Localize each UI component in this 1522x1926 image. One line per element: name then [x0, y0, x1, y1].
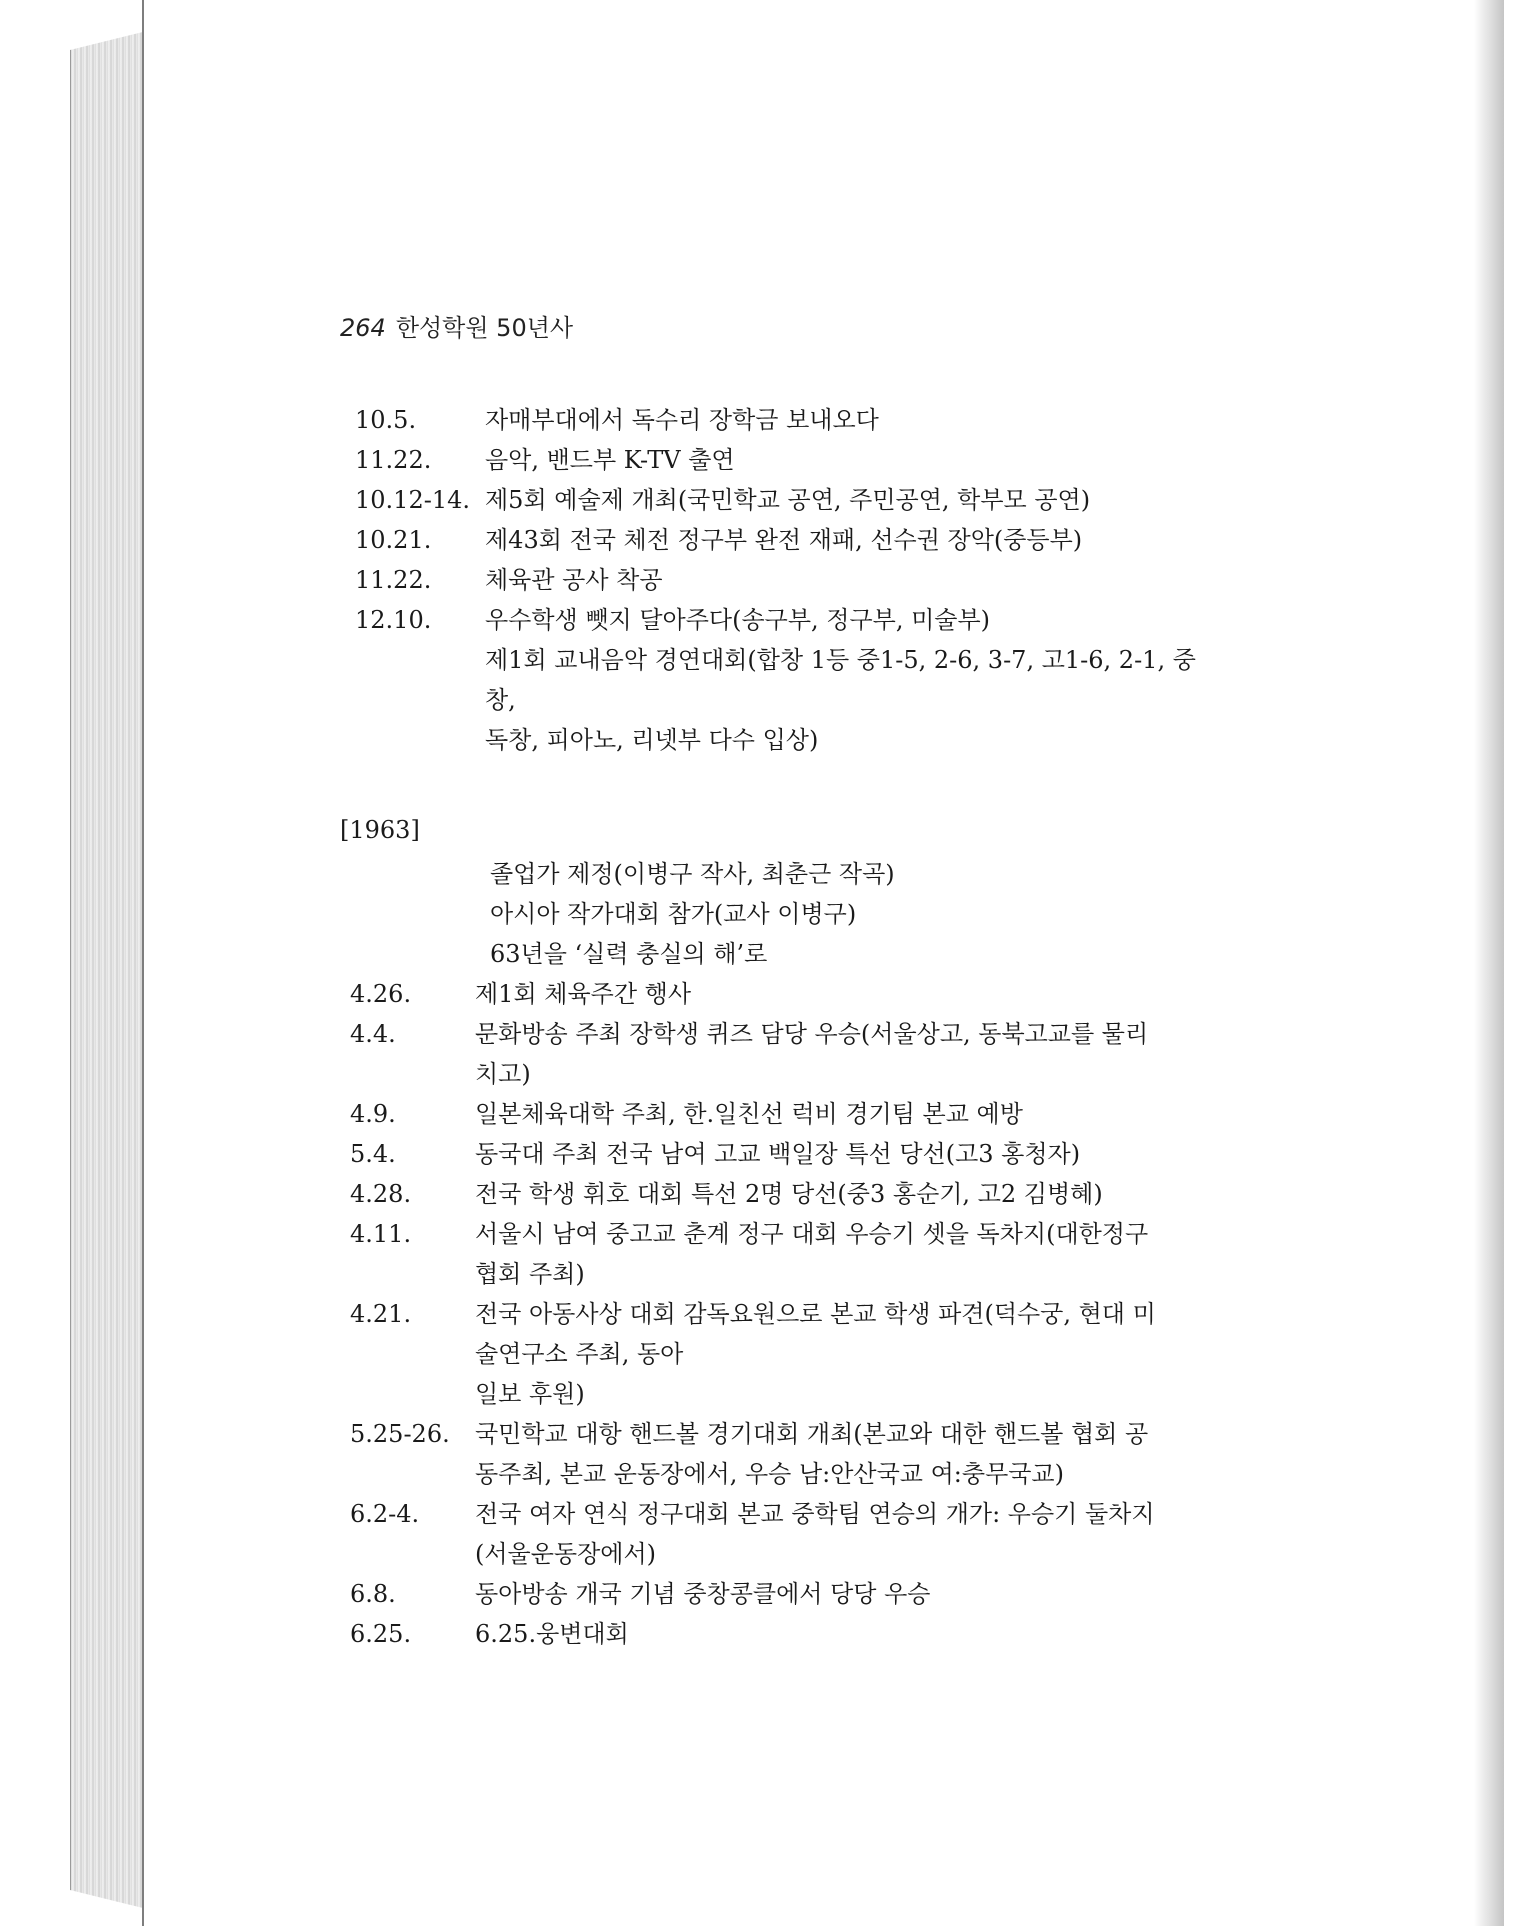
entry-line: 음악, 밴드부 K-TV 출연 [485, 446, 735, 474]
entry-date: 4.28. [350, 1180, 412, 1208]
chronology-1962 [340, 400, 1260, 760]
entry-line: 일보 후원) [475, 1380, 585, 1408]
entry-date: 6.2-4. [350, 1500, 420, 1528]
entry-text [485, 640, 1260, 760]
chronology-entry [340, 480, 1260, 520]
chronology-entry [340, 934, 1260, 974]
entry-text [475, 1014, 1260, 1094]
entry-text [485, 600, 1260, 640]
entry-text [485, 480, 1260, 520]
entry-text [475, 1294, 1260, 1414]
entry-date: 10.12-14. [355, 486, 470, 514]
chronology-entry [340, 600, 1260, 640]
chronology-entry [340, 1134, 1260, 1174]
entry-line: 독창, 피아노, 리넷부 다수 입상) [485, 726, 819, 754]
page-edge-shadow [1474, 0, 1504, 1926]
chronology-entry [340, 894, 1260, 934]
book-stack-edge [70, 30, 151, 1910]
entry-date: 11.22. [355, 566, 432, 594]
entry-line: (서울운동장에서) [475, 1540, 657, 1568]
chronology-entry [340, 1574, 1260, 1614]
chronology-entry [340, 400, 1260, 440]
entry-date: 5.25-26. [350, 1420, 450, 1448]
entry-text [485, 560, 1260, 600]
entry-line: 전국 아동사상 대회 감독요원으로 본교 학생 파견(덕수궁, 현대 미 [475, 1300, 1156, 1328]
entry-date: 4.21. [350, 1300, 412, 1328]
entry-line: 동국대 주최 전국 남여 고교 백일장 특선 당선(고3 홍청자) [475, 1140, 1081, 1168]
entry-date: 11.22. [355, 446, 432, 474]
entry-date: 4.9. [350, 1100, 396, 1128]
chronology-entry [340, 1214, 1260, 1294]
entry-line: 제43회 전국 체전 정구부 완전 재패, 선수권 장악(중등부) [485, 526, 1083, 554]
chronology-entry [340, 1174, 1260, 1214]
entry-text [475, 1094, 1260, 1134]
entry-text [475, 1614, 1260, 1654]
entry-line: 국민학교 대항 핸드볼 경기대회 개최(본교와 대한 핸드볼 협회 공 [475, 1420, 1149, 1448]
entry-text [475, 974, 1260, 1014]
book-title: 한성학원 50년사 [395, 314, 574, 342]
entry-line: 체육관 공사 착공 [485, 566, 663, 594]
entry-date: 5.4. [350, 1140, 396, 1168]
chronology-entry [340, 1014, 1260, 1094]
entry-text [485, 400, 1260, 440]
entry-text: 졸업가 제정(이병구 작사, 최춘근 작곡) [490, 860, 895, 888]
entry-date: 4.4. [350, 1020, 396, 1048]
entry-text [485, 520, 1260, 560]
entry-line: 일본체육대학 주최, 한.일친선 럭비 경기팀 본교 예방 [475, 1100, 1023, 1128]
entry-line: 동주최, 본교 운동장에서, 우승 남:안산국교 여:충무국교) [475, 1460, 1064, 1488]
entry-line: 전국 학생 휘호 대회 특선 2명 당선(중3 홍순기, 고2 김병혜) [475, 1180, 1103, 1208]
running-header [340, 308, 573, 343]
chronology-entry [340, 560, 1260, 600]
page-number: 264 [340, 314, 386, 342]
chronology-entry [340, 440, 1260, 480]
entry-line: 동아방송 개국 기념 중창콩클에서 당당 우승 [475, 1580, 931, 1608]
entry-text [475, 1174, 1260, 1214]
entry-line: 치고) [475, 1060, 531, 1088]
entry-date: 10.5. [355, 406, 417, 434]
entry-line: 술연구소 주최, 동아 [475, 1340, 684, 1368]
entry-line: 협회 주최) [475, 1260, 585, 1288]
entry-text: 아시아 작가대회 참가(교사 이병구) [490, 900, 857, 928]
entry-line: 문화방송 주최 장학생 퀴즈 담당 우승(서울상고, 동북고교를 물리 [475, 1020, 1149, 1048]
entry-line: 제5회 예술제 개최(국민학교 공연, 주민공연, 학부모 공연) [485, 486, 1091, 514]
entry-line: 전국 여자 연식 정구대회 본교 중학팀 연승의 개가: 우승기 둘차지 [475, 1500, 1155, 1528]
entry-line: 6.25.웅변대회 [475, 1620, 629, 1648]
chronology-entry [340, 854, 1260, 894]
chronology-entry [340, 974, 1260, 1014]
entry-date: 6.25. [350, 1620, 412, 1648]
entry-line: 우수학생 뺏지 달아주다(송구부, 정구부, 미술부) [485, 606, 990, 634]
chronology-entry [340, 520, 1260, 560]
chronology-entry [340, 1094, 1260, 1134]
chronology-entry [340, 1294, 1260, 1414]
chronology-1963 [340, 854, 1260, 1654]
entry-text [485, 440, 1260, 480]
entry-text [475, 1494, 1260, 1574]
chronology-entry [340, 1614, 1260, 1654]
entry-line: 창, [485, 686, 516, 714]
entry-line: 자매부대에서 독수리 장학금 보내오다 [485, 406, 879, 434]
entry-text [475, 1134, 1260, 1174]
entry-text [475, 1414, 1260, 1494]
chronology [340, 400, 1260, 1654]
entry-date: 12.10. [355, 606, 432, 634]
entry-line: 제1회 교내음악 경연대회(합창 1등 중1-5, 2-6, 3-7, 고1-6, 2-1, 중 [485, 646, 1196, 674]
entry-date: 4.26. [350, 980, 412, 1008]
entry-text [475, 1574, 1260, 1614]
entry-date: 6.8. [350, 1580, 396, 1608]
chronology-entry [340, 1494, 1260, 1574]
entry-line: 서울시 남여 중고교 춘계 정구 대회 우승기 셋을 독차지(대한정구 [475, 1220, 1149, 1248]
entry-date: 10.21. [355, 526, 432, 554]
chronology-entry [340, 1414, 1260, 1494]
year-heading: [1963] [340, 816, 420, 844]
entry-line: 제1회 체육주간 행사 [475, 980, 691, 1008]
entry-text [475, 1214, 1260, 1294]
chronology-entry [340, 640, 1260, 760]
entry-date: 4.11. [350, 1220, 412, 1248]
entry-text: 63년을 ‘실력 충실의 해’로 [490, 940, 768, 968]
